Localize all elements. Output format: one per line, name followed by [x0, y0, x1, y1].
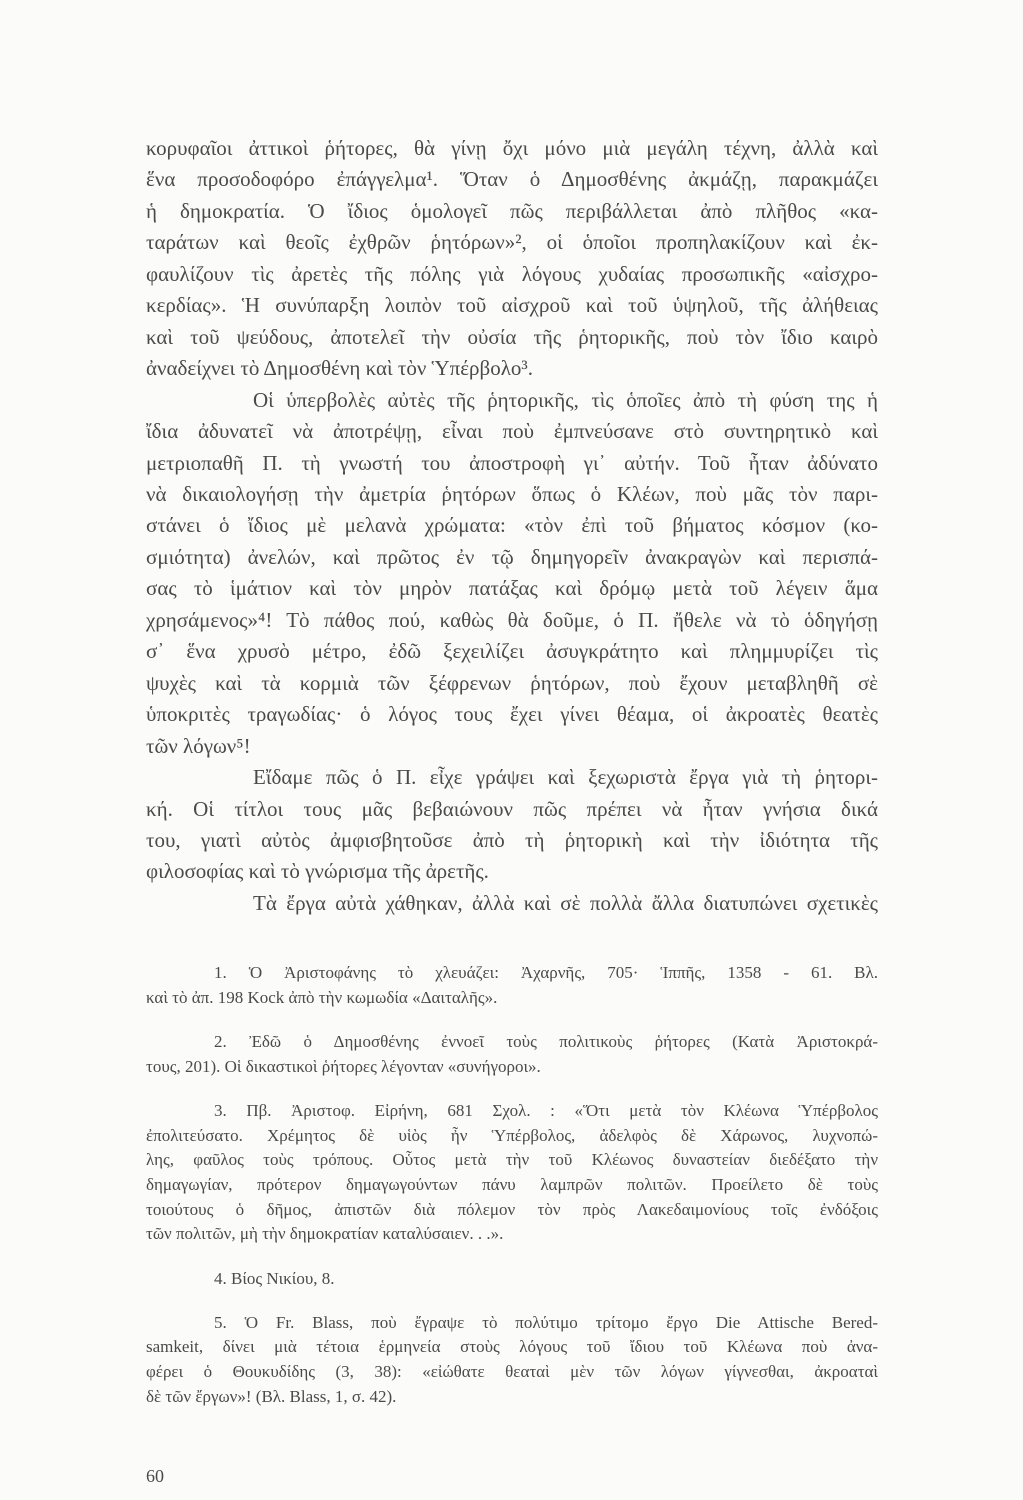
text-line: σας τὸ ἱμάτιον καὶ τὸν μηρὸν πατάξας καὶ δρόμῳ μετὰ τοῦ λέγειν ἅμα	[146, 576, 878, 601]
footnote-line: τους, 201). Οἱ δικαστικοὶ ῥήτορες λέγονταν «συνήγοροι».	[146, 1056, 541, 1076]
text-line: σμιότητα) ἀνελών, καὶ πρῶτος ἐν τῷ δημηγορεῖν ἀνακραγὼν καὶ περισπά-	[146, 544, 878, 569]
text-line: φιλοσοφίας καὶ τὸ γνώρισμα τῆς ἀρετῆς.	[146, 859, 489, 884]
footnote-line: 5. Ὁ Fr. Blass, ποὺ ἔγραψε τὸ πολύτιμο τρίτομο ἔργο Die Attische Bered-	[214, 1312, 878, 1332]
text-line: χρησάμενος»⁴! Τὸ πάθος πού, καθὼς θὰ δοῦμε, ὁ Π. ἤθελε νὰ τὸ ὁδηγήσῃ	[146, 607, 878, 632]
footnote-1	[146, 961, 878, 1010]
footnote-line: 1. Ὁ Ἀριστοφάνης τὸ χλευάζει: Ἀχαρνῆς, 705· Ἱππῆς, 1358 - 61. Βλ.	[214, 963, 878, 982]
footnote-4	[146, 1267, 878, 1292]
footnote-2	[146, 1030, 878, 1079]
footnote-5	[146, 1311, 878, 1410]
text-line: φαυλίζουν τὶς ἀρετὲς τῆς πόλης γιὰ λόγους χυδαίας προσωπικῆς «αἰσχρο-	[146, 261, 878, 286]
footnote-line: δὲ τῶν ἔργων»! (Βλ. Blass, 1, σ. 42).	[146, 1386, 397, 1406]
text-line: στάνει ὁ ἴδιος μὲ μελανὰ χρώματα: «τὸν ἐπὶ τοῦ βήματος κόσμον (κο-	[146, 513, 878, 538]
footnote-line: καὶ τὸ ἀπ. 198 Kock ἀπὸ τὴν κωμωδία «Δαιταλῆς».	[146, 987, 498, 1007]
text-line: σ᾽ ἕνα χρυσὸ μέτρο, ἐδῶ ξεχειλίζει ἀσυγκράτητο καὶ πλημμυρίζει τὶς	[146, 639, 878, 664]
paragraph	[146, 888, 878, 919]
footnote-line: φέρει ὁ Θουκυδίδης (3, 38): «εἰώθατε θεαταὶ μὲν τῶν λόγων γίγνεσθαι, ἀκροαταὶ	[146, 1362, 878, 1382]
text-line: κορυφαῖοι ἀττικοὶ ῥήτορες, θὰ γίνῃ ὄχι μόνο μιὰ μεγάλη τέχνη, ἀλλὰ καὶ	[146, 136, 878, 160]
text-line: καὶ τοῦ ψεύδους, ἀποτελεῖ τὴν οὐσία τῆς ῥητορικῆς, ποὺ τὸν ἴδιο καιρὸ	[146, 324, 878, 349]
footnote-line: δημαγωγίαν, πρότερον δημαγωγούντων πάνυ λαμπρῶν πολιτῶν. Προείλετο δὲ τοὺς	[146, 1174, 878, 1194]
text-line: Οἱ ὑπερβολὲς αὐτὲς τῆς ῥητορικῆς, τὶς ὁποῖες ἀπὸ τὴ φύση της ἡ	[253, 387, 878, 412]
footnotes	[146, 961, 878, 1429]
footnote-line: λης, φαῦλος τοὺς τρόπους. Οὗτος μετὰ τὴν τοῦ Κλέωνος δυναστείαν διεδέξατο τὴν	[146, 1150, 878, 1170]
footnote-line: samkeit, δίνει μιὰ τέτοια ἑρμηνεία στοὺς λόγους τοῦ ἴδιου τοῦ Κλέωνα ποὺ ἀνα-	[146, 1337, 878, 1357]
text-line: νὰ δικαιολογήσῃ τὴν ἀμετρία ῥητόρων ὅπως ὁ Κλέων, ποὺ μᾶς τὸν παρι-	[146, 481, 878, 506]
text-line: ἴδια ἀδυνατεῖ νὰ ἀποτρέψῃ, εἶναι ποὺ ἐμπνεύσανε στὸ συντηρητικὸ καὶ	[146, 419, 878, 444]
body-text	[146, 133, 878, 919]
text-line: ἀναδείχνει τὸ Δημοσθένη καὶ τὸν Ὑπέρβολο³.	[146, 356, 533, 381]
page-number: 60	[146, 1466, 164, 1486]
text-line: μετριοπαθῆ Π. τὴ γνωστή του ἀποστροφὴ γι᾽ αὐτήν. Τοῦ ἦταν ἀδύνατο	[146, 450, 878, 475]
text-line: κή. Οἱ τίτλοι τους μᾶς βεβαιώνουν πῶς πρέπει νὰ ἦταν γνήσια δικά	[146, 796, 878, 821]
text-line: ταράτων καὶ θεοῖς ἐχθρῶν ῥητόρων»², οἱ ὁποῖοι προπηλακίζουν καὶ ἐκ-	[146, 230, 878, 255]
footnote-line: ἐπολιτεύσατο. Χρέμητος δὲ υἱὸς ἦν Ὑπέρβολος, ἀδελφὸς δὲ Χάρωνος, λυχνοπώ-	[146, 1125, 878, 1145]
footnote-3	[146, 1099, 878, 1247]
text-line: τῶν λόγων⁵!	[146, 733, 251, 758]
text-line: Εἴδαμε πῶς ὁ Π. εἶχε γράψει καὶ ξεχωριστὰ ἔργα γιὰ τὴ ῥητορι-	[253, 765, 878, 790]
text-line: ψυχὲς καὶ τὰ κορμιὰ τῶν ξέφρενων ῥητόρων, ποὺ ἔχουν μεταβληθῆ σὲ	[146, 670, 878, 695]
text-line: του, γιατὶ αὐτὸς ἀμφισβητοῦσε ἀπὸ τὴ ῥητορικὴ καὶ τὴν ἰδιότητα τῆς	[146, 827, 878, 852]
text-line: ὑποκριτὲς τραγωδίας· ὁ λόγος τους ἔχει γίνει θέαμα, οἱ ἀκροατὲς θεατὲς	[146, 702, 878, 727]
footnote-line: 2. Ἐδῶ ὁ Δημοσθένης ἐννοεῖ τοὺς πολιτικοὺς ῥήτορες (Κατὰ Ἀριστοκρά-	[214, 1031, 878, 1051]
paragraph	[146, 133, 878, 385]
text-line: ἕνα προσοδοφόρο ἐπάγγελμα¹. Ὅταν ὁ Δημοσθένης ἀκμάζῃ, παρακμάζει	[146, 167, 878, 192]
footnote-line: τοιούτους ὁ δῆμος, ἀπιστῶν διὰ πόλεμον τὸν πρὸς Λακεδαιμονίους τοῖς ἐνδόξοις	[146, 1199, 878, 1219]
text-line: Τὰ ἔργα αὐτὰ χάθηκαν, ἀλλὰ καὶ σὲ πολλὰ ἄλλα διατυπώνει σχετικὲς	[253, 890, 878, 915]
paragraph	[146, 385, 878, 762]
text-line: ἡ δημοκρατία. Ὁ ἴδιος ὁμολογεῖ πῶς περιβάλλεται ἀπὸ πλῆθος «κα-	[146, 198, 878, 223]
paragraph	[146, 762, 878, 888]
footnote-line: 4. Βίος Νικίου, 8.	[214, 1268, 335, 1288]
footnote-line: 3. Πβ. Ἀριστοφ. Εἰρήνη, 681 Σχολ. : «Ὅτι μετὰ τὸν Κλέωνα Ὑπέρβολος	[214, 1100, 878, 1120]
footnote-line: τῶν πολιτῶν, μὴ τὴν δημοκρατίαν καταλύσαιεν. . .».	[146, 1224, 504, 1244]
text-line: κερδίας». Ἡ συνύπαρξη λοιπὸν τοῦ αἰσχροῦ καὶ τοῦ ὑψηλοῦ, τῆς ἀλήθειας	[146, 293, 878, 318]
